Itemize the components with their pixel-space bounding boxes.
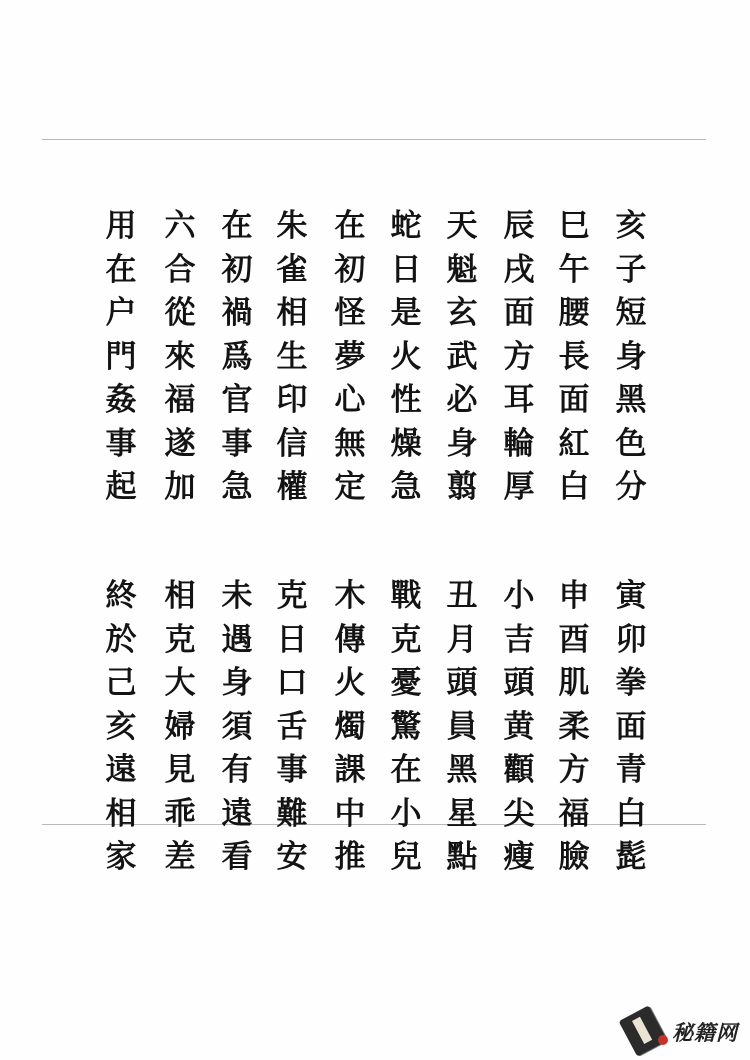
verse-character: 大 bbox=[164, 665, 196, 701]
verse-character: 初 bbox=[221, 251, 253, 288]
verse-character: 白 bbox=[615, 795, 647, 832]
verse-character: 面 bbox=[615, 708, 647, 745]
verse-character: 分 bbox=[615, 469, 647, 505]
verse-character: 須 bbox=[221, 708, 253, 745]
verse-character: 看 bbox=[221, 839, 253, 875]
verse-character: 夢 bbox=[334, 338, 366, 375]
verse-character: 遠 bbox=[221, 795, 253, 832]
verse-character: 户 bbox=[105, 295, 137, 331]
verse-character: 月 bbox=[446, 621, 478, 658]
verse-character: 心 bbox=[334, 382, 366, 418]
verse-character: 臉 bbox=[558, 839, 590, 875]
verse-character: 翦 bbox=[446, 469, 478, 505]
verse-character: 耳 bbox=[503, 382, 535, 418]
verse-character: 急 bbox=[221, 469, 253, 505]
verse-character: 加 bbox=[164, 469, 196, 505]
verse-character: 兒 bbox=[390, 839, 422, 875]
verse-column bbox=[609, 205, 653, 510]
verse-character: 魁 bbox=[446, 251, 478, 288]
verse-character: 辰 bbox=[503, 208, 535, 244]
verse-character: 戌 bbox=[503, 251, 535, 288]
verse-character: 未 bbox=[221, 578, 253, 614]
verse-column bbox=[215, 575, 259, 880]
verse-character: 有 bbox=[221, 752, 253, 788]
verse-character: 身 bbox=[446, 425, 478, 462]
verse-character: 天 bbox=[446, 208, 478, 244]
verse-character: 在 bbox=[334, 208, 366, 244]
verse-character: 頭 bbox=[503, 665, 535, 701]
verse-column bbox=[270, 575, 314, 880]
verse-character: 面 bbox=[503, 295, 535, 331]
verse-character: 青 bbox=[615, 752, 647, 788]
verse-character: 課 bbox=[334, 752, 366, 788]
verse-column bbox=[609, 575, 653, 880]
verse-character: 燭 bbox=[334, 708, 366, 745]
verse-character: 終 bbox=[105, 578, 137, 614]
verse-character: 申 bbox=[558, 578, 590, 614]
verse-column bbox=[158, 205, 202, 510]
verse-character: 丑 bbox=[446, 578, 478, 614]
verse-character: 相 bbox=[105, 795, 137, 832]
book-seal-icon bbox=[619, 1005, 668, 1056]
verse-character: 克 bbox=[276, 578, 308, 614]
verse-column bbox=[270, 205, 314, 510]
verse-character: 戰 bbox=[390, 578, 422, 614]
verse-column bbox=[440, 575, 484, 880]
verse-character: 定 bbox=[334, 469, 366, 505]
verse-character: 家 bbox=[105, 839, 137, 875]
verse-character: 瘦 bbox=[503, 839, 535, 875]
verse-character: 黑 bbox=[446, 752, 478, 788]
verse-character: 黄 bbox=[503, 708, 535, 745]
verse-column bbox=[158, 575, 202, 880]
verse-character: 傳 bbox=[334, 621, 366, 658]
verse-character: 午 bbox=[558, 251, 590, 288]
verse-character: 克 bbox=[164, 621, 196, 658]
verse-character: 於 bbox=[105, 621, 137, 658]
verse-character: 在 bbox=[105, 251, 137, 288]
verse-character: 在 bbox=[390, 752, 422, 788]
site-watermark bbox=[620, 1005, 745, 1055]
verse-character: 白 bbox=[558, 469, 590, 505]
verse-character: 遠 bbox=[105, 752, 137, 788]
watermark-text: 秘籍网 bbox=[672, 1021, 738, 1045]
verse-character: 紅 bbox=[558, 425, 590, 462]
verse-character: 六 bbox=[164, 208, 196, 244]
verse-character: 星 bbox=[446, 795, 478, 832]
verse-column bbox=[99, 205, 143, 510]
verse-character: 拳 bbox=[615, 665, 647, 701]
verse-character: 子 bbox=[615, 251, 647, 288]
verse-column bbox=[552, 575, 596, 880]
verse-character: 事 bbox=[105, 425, 137, 462]
verse-character: 朱 bbox=[276, 208, 308, 244]
verse-column bbox=[497, 575, 541, 880]
verse-column bbox=[384, 205, 428, 510]
verse-character: 日 bbox=[390, 251, 422, 288]
verse-character: 玄 bbox=[446, 295, 478, 331]
verse-character: 卯 bbox=[615, 621, 647, 658]
verse-character: 短 bbox=[615, 295, 647, 331]
verse-column bbox=[99, 575, 143, 880]
verse-column bbox=[328, 205, 372, 510]
verse-character: 中 bbox=[334, 795, 366, 832]
verse-character: 推 bbox=[334, 839, 366, 875]
verse-character: 寅 bbox=[615, 578, 647, 614]
verse-character: 髭 bbox=[615, 839, 647, 875]
seal-dot-icon bbox=[658, 1035, 668, 1045]
verse-character: 肌 bbox=[558, 665, 590, 701]
verse-character: 印 bbox=[276, 382, 308, 418]
verse-character: 福 bbox=[558, 795, 590, 832]
verse-character: 必 bbox=[446, 382, 478, 418]
verse-character: 事 bbox=[221, 425, 253, 462]
verse-character: 性 bbox=[390, 382, 422, 418]
verse-character: 小 bbox=[390, 795, 422, 832]
verse-character: 急 bbox=[390, 469, 422, 505]
verse-character: 口 bbox=[276, 665, 308, 701]
verse-character: 官 bbox=[221, 382, 253, 418]
verse-character: 信 bbox=[276, 425, 308, 462]
verse-character: 難 bbox=[276, 795, 308, 832]
verse-character: 燥 bbox=[390, 425, 422, 462]
top-rule bbox=[42, 139, 706, 140]
verse-column bbox=[215, 205, 259, 510]
verse-character: 見 bbox=[164, 752, 196, 788]
verse-column bbox=[440, 205, 484, 510]
verse-character: 柔 bbox=[558, 708, 590, 745]
verse-character: 蛇 bbox=[390, 208, 422, 244]
verse-character: 顴 bbox=[503, 752, 535, 788]
verse-character: 亥 bbox=[105, 708, 137, 745]
verse-character: 身 bbox=[221, 665, 253, 701]
verse-character: 在 bbox=[221, 208, 253, 244]
verse-character: 相 bbox=[276, 295, 308, 331]
verse-character: 武 bbox=[446, 338, 478, 375]
verse-column bbox=[497, 205, 541, 510]
verse-character: 小 bbox=[503, 578, 535, 614]
verse-character: 日 bbox=[276, 621, 308, 658]
verse-character: 合 bbox=[164, 251, 196, 288]
verse-character: 木 bbox=[334, 578, 366, 614]
verse-character: 福 bbox=[164, 382, 196, 418]
verse-character: 色 bbox=[615, 425, 647, 462]
verse-character: 輪 bbox=[503, 425, 535, 462]
verse-character: 婦 bbox=[164, 708, 196, 745]
verse-character: 面 bbox=[558, 382, 590, 418]
verse-character: 雀 bbox=[276, 251, 308, 288]
verse-character: 腰 bbox=[558, 295, 590, 331]
verse-character: 初 bbox=[334, 251, 366, 288]
verse-character: 安 bbox=[276, 839, 308, 875]
verse-character: 尖 bbox=[503, 795, 535, 832]
verse-character: 方 bbox=[558, 752, 590, 788]
verse-character: 生 bbox=[276, 338, 308, 375]
verse-character: 起 bbox=[105, 469, 137, 505]
verse-character: 長 bbox=[558, 338, 590, 375]
verse-character: 用 bbox=[105, 208, 137, 244]
verse-column bbox=[384, 575, 428, 880]
verse-character: 火 bbox=[334, 665, 366, 701]
verse-character: 員 bbox=[446, 708, 478, 745]
verse-character: 乖 bbox=[164, 795, 196, 832]
verse-character: 無 bbox=[334, 425, 366, 462]
verse-character: 怪 bbox=[334, 295, 366, 331]
verse-character: 亥 bbox=[615, 208, 647, 244]
verse-character: 來 bbox=[164, 338, 196, 375]
verse-character: 是 bbox=[390, 295, 422, 331]
verse-character: 遇 bbox=[221, 621, 253, 658]
verse-character: 己 bbox=[105, 665, 137, 701]
verse-character: 從 bbox=[164, 295, 196, 331]
verse-character: 酉 bbox=[558, 621, 590, 658]
verse-character: 舌 bbox=[276, 708, 308, 745]
verse-character: 火 bbox=[390, 338, 422, 375]
verse-character: 身 bbox=[615, 338, 647, 375]
verse-column bbox=[328, 575, 372, 880]
verse-character: 厚 bbox=[503, 469, 535, 505]
verse-character: 權 bbox=[276, 469, 308, 505]
verse-character: 相 bbox=[164, 578, 196, 614]
verse-character: 點 bbox=[446, 839, 478, 875]
verse-character: 遂 bbox=[164, 425, 196, 462]
verse-character: 憂 bbox=[390, 665, 422, 701]
verse-character: 方 bbox=[503, 338, 535, 375]
verse-character: 吉 bbox=[503, 621, 535, 658]
verse-character: 禍 bbox=[221, 295, 253, 331]
verse-character: 黑 bbox=[615, 382, 647, 418]
verse-character: 姦 bbox=[105, 382, 137, 418]
verse-character: 事 bbox=[276, 752, 308, 788]
verse-character: 門 bbox=[105, 338, 137, 375]
verse-character: 差 bbox=[164, 839, 196, 875]
verse-character: 巳 bbox=[558, 208, 590, 244]
verse-character: 頭 bbox=[446, 665, 478, 701]
verse-character: 爲 bbox=[221, 338, 253, 375]
verse-character: 驚 bbox=[390, 708, 422, 745]
verse-column bbox=[552, 205, 596, 510]
verse-character: 克 bbox=[390, 621, 422, 658]
